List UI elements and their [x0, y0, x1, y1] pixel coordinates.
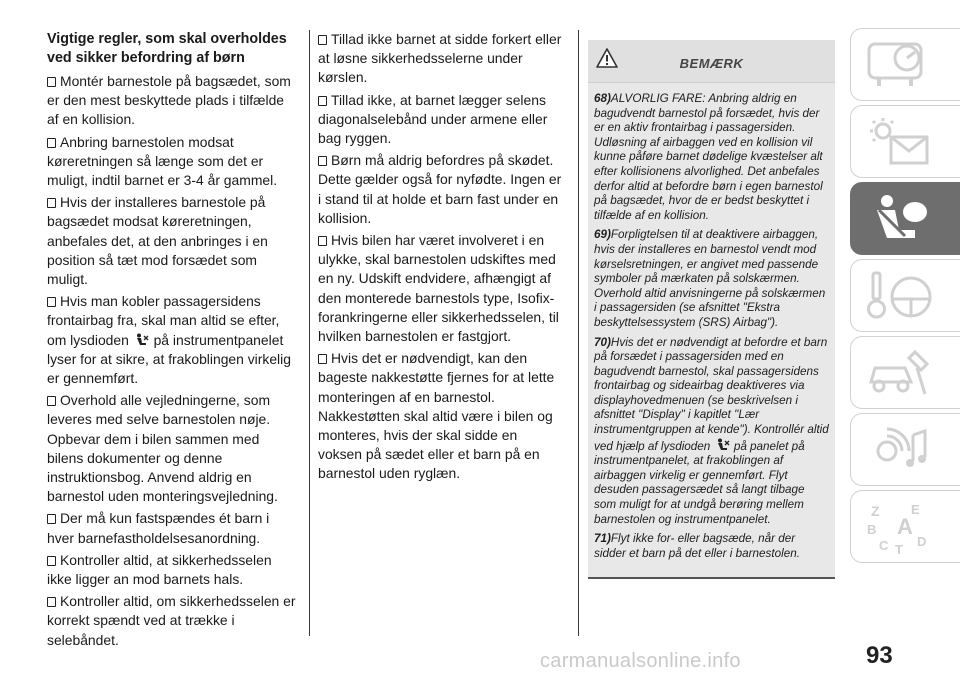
- tab-multimedia[interactable]: [850, 413, 960, 486]
- bullet-item: Hvis det er nødvendigt, kan den bageste nakkestøtte fjernes for at lette monteringen af en barnestol. Nakkestøtten skal altid være i bilen og monteres, hvis der skal sidde en voksen på sædet eller et barn på en barnestol uden ryglæn.: [318, 350, 555, 482]
- car-dashboard-icon: [865, 38, 935, 93]
- checkbox-bullet-icon: [47, 396, 56, 406]
- bullet-item: Kontroller altid, om sikkerhedsselen er korrekt spændt ved at trække i selebåndet.: [47, 593, 296, 648]
- middle-column: [318, 30, 563, 487]
- column-divider: [309, 30, 310, 636]
- column-divider: [578, 30, 579, 636]
- checkbox-bullet-icon: [318, 156, 327, 166]
- warning-lights-icon: [865, 115, 935, 170]
- page-number: 93: [866, 642, 893, 669]
- index-letter: D: [917, 534, 927, 549]
- airbag-off-led-icon: [715, 438, 730, 452]
- checkbox-bullet-icon: [47, 297, 56, 307]
- bullet-item: Tillad ikke barnet at sidde forkert eller at løsne sikkerhedsselerne under kørslen.: [318, 31, 562, 86]
- chapter-tab-sidebar: [850, 28, 960, 567]
- note-paragraph: 71)Flyt ikke for- eller bagsæde, når der sidder et barn på det eller i barnestolen.: [594, 532, 800, 560]
- left-column: [47, 30, 297, 653]
- section-heading: Vigtige regler, som skal overholdes ved sikker befordring af børn: [47, 31, 287, 66]
- checkbox-bullet-icon: [318, 96, 327, 106]
- bullet-item: Hvis der installeres barnestole på bagsædet modsat køreretningen, anbefales det, at den anbringes i en position så tæt mod forsædet som muligt.: [47, 194, 268, 288]
- bullet-item: Anbring barnestolen modsat køreretningen så længe som det er muligt, indtil barnet er 3-4 år gammel.: [47, 133, 278, 189]
- index-letters-icon: [865, 500, 935, 555]
- note-paragraph: 70)Hvis det er nødvendigt at befordre et barn på forsædet i passagersiden med en bagudvendt barnestol, skal passagersidens frontairbag og sideairbag deaktiveres via displayhovedmenuen (se beskrivelsen i afsnittet "Display" i kapitlet "Lær instrumentgruppen at kende"). Kontrollér altid ved hjælp af lysdioden på panelet på instrumentpanelet, at frakoblingen af airbaggen virkelig er gennemført. Flyt desuden passagersædet så langt tilbage som muligt for at undgå berøring mellem barnestolen og instrumentpanelet.: [594, 335, 829, 526]
- bullet-item: Børn må aldrig befordres på skødet. Dette gælder også for nyfødte. Ingen er i stand til at holde et barn fast under en kollision.: [318, 152, 562, 226]
- checkbox-bullet-icon: [318, 236, 327, 246]
- note-paragraph: 69)Forpligtelsen til at deaktivere airbaggen, hvis der installeres en barnestol vendt mod kørselsretningen, er angivet med passende symboler på mærkaten på solskærmen. Overhold altid anvisningerne på solskærmen i passagersiden (se afsnittet "Ekstra beskyttelsessystem (SRS) Airbag").: [594, 228, 826, 329]
- tab-key-steering-wheel[interactable]: [850, 259, 960, 332]
- tab-index[interactable]: [850, 490, 960, 563]
- note-header: [588, 40, 835, 83]
- index-letter: A: [897, 514, 913, 539]
- bullet-item: Tillad ikke, at barnet lægger selens diagonalselebånd under armene eller bag ryggen.: [318, 91, 548, 147]
- tab-warning-lights[interactable]: [850, 105, 960, 178]
- checkbox-bullet-icon: [47, 198, 56, 208]
- bullet-item: Montér barnestole på bagsædet, som er den mest beskyttede plads i tilfælde af en kollision.: [47, 73, 291, 128]
- checkbox-bullet-icon: [47, 514, 56, 524]
- checkbox-bullet-icon: [318, 35, 327, 45]
- checkbox-bullet-icon: [47, 556, 56, 566]
- checkbox-bullet-icon: [47, 77, 56, 87]
- bullet-item: Kontroller altid, at sikkerhedsselen ikke ligger an mod barnets hals.: [47, 551, 272, 588]
- bullet-item: Hvis man kobler passagersidens frontairbag fra, skal man altid se efter, om lysdioden på instrumentpanelet lyser for at sikre, at frakoblingen virkelig er gennemført.: [47, 293, 291, 387]
- car-tools-icon: [865, 346, 935, 401]
- multimedia-icon: [865, 423, 935, 478]
- bullet-item: Hvis bilen har været involveret i en ulykke, skal barnestolen udskiftes med en ny. Udskift endvidere, afhængigt af den monterede barnestols type, Isofix-forankringerne eller sikkerhedsselen, til hvilken barnestolen er fastgjort.: [318, 232, 559, 345]
- index-letter: Z: [871, 503, 880, 519]
- tab-car-tools[interactable]: [850, 336, 960, 409]
- checkbox-bullet-icon: [318, 354, 327, 364]
- checkbox-bullet-icon: [47, 138, 56, 148]
- note-paragraph: 68)ALVORLIG FARE: Anbring aldrig en bagudvendt barnestol på forsædet, hvis der er en aktiv frontairbag i passagersiden. Udløsning af airbaggen ved en kollision vil kunne påføre barnet dødelige kvæstelser alt efter kollisionens alvorlighed. Det anbefales derfor altid at befordre børn i egen barnestol på bagsædet, hvor de er bedst beskyttet i tilfælde af en kollision.: [594, 92, 823, 222]
- tab-car-dashboard[interactable]: [850, 28, 960, 101]
- airbag-off-led-icon: [134, 333, 149, 347]
- index-letter: C: [879, 538, 889, 553]
- note-body: [588, 83, 835, 561]
- bullet-item: Overhold alle vejledningerne, som leveres med selve barnestolen nøje. Opbevar dem i bilen sammen med bilens dokumenter og denne instruktionsbog. Anvend aldrig en barnestol uden monteringsvejledning.: [47, 392, 278, 505]
- seatbelt-airbag-icon: [865, 192, 935, 247]
- tab-safety[interactable]: [850, 182, 960, 255]
- index-letter: T: [895, 542, 903, 555]
- watermark-text: carmanualsonline.info: [540, 650, 741, 672]
- index-letter: B: [867, 522, 877, 537]
- checkbox-bullet-icon: [47, 597, 56, 607]
- note-box: [588, 40, 835, 579]
- bullet-item: Der må kun fastspændes ét barn i hver barnefastholdelsesanordning.: [47, 510, 270, 546]
- note-title: BEMÆRK: [679, 56, 744, 71]
- index-letter: E: [911, 502, 920, 517]
- key-steering-wheel-icon: [865, 269, 935, 324]
